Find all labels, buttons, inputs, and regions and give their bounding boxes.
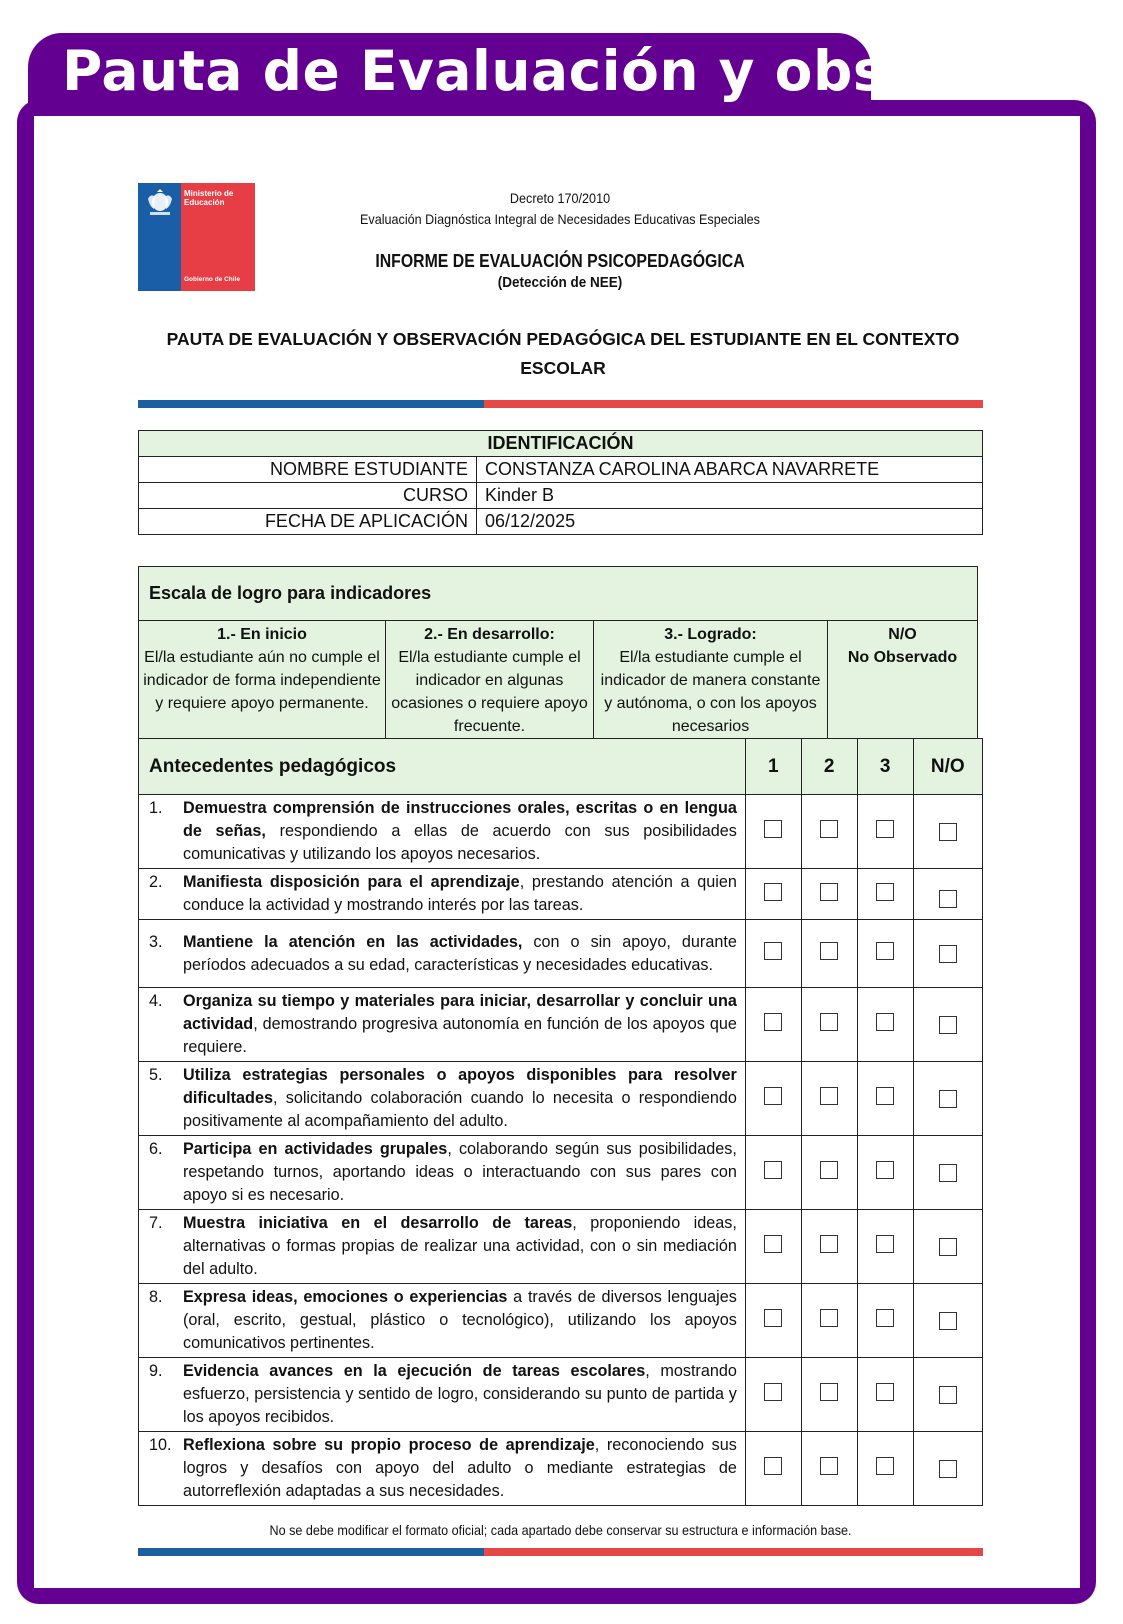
indicator-bold-text: Manifiesta disposición para el aprendizaje [183, 873, 520, 891]
rating-checkbox-2[interactable] [820, 883, 838, 901]
student-name-label: NOMBRE ESTUDIANTE [139, 457, 477, 483]
indicator-row [139, 1358, 983, 1432]
rating-cell-2 [801, 1136, 857, 1210]
indicator-description [183, 1064, 737, 1133]
indicator-number: 5. [149, 1066, 163, 1084]
stripe-blue [138, 400, 484, 408]
indicator-row [139, 1284, 983, 1358]
rating-checkbox-1[interactable] [764, 883, 782, 901]
rating-checkbox-no[interactable] [939, 1312, 957, 1330]
rating-cell-2 [801, 988, 857, 1062]
indicator-row [139, 1210, 983, 1284]
scale-level-3 [594, 621, 828, 741]
report-subtitle: (Detección de NEE) [497, 274, 623, 291]
rating-checkbox-2[interactable] [820, 1235, 838, 1253]
stripe-blue [138, 1548, 484, 1556]
rating-checkbox-1[interactable] [764, 1235, 782, 1253]
rating-cell-1 [745, 1062, 801, 1136]
stripe-red [484, 1548, 983, 1556]
indicator-number: 4. [149, 992, 163, 1010]
indicator-description [183, 1138, 737, 1207]
scale-level-2 [386, 621, 594, 741]
page-title: PAUTA DE EVALUACIÓN Y OBSERVACIÓN PEDAGÓGICA DEL ESTUDIANTE EN EL CONTEXTO ESCOLAR [166, 329, 960, 378]
indicator-description [183, 797, 737, 866]
indicator-text-cell [139, 795, 746, 869]
ministry-logo [138, 183, 255, 291]
rating-cell-2 [801, 1284, 857, 1358]
rating-checkbox-1[interactable] [764, 1383, 782, 1401]
column-header-1: 1 [745, 739, 801, 795]
decree-label: Decreto 170/2010 [509, 190, 611, 206]
indicator-number: 3. [149, 932, 163, 951]
report-title: INFORME DE EVALUACIÓN PSICOPEDAGÓGICA [375, 251, 745, 271]
rating-cell-no [913, 988, 982, 1062]
indicator-row [139, 795, 983, 869]
indicator-number: 8. [149, 1288, 163, 1306]
rating-cell-2 [801, 869, 857, 920]
rating-cell-3 [857, 988, 913, 1062]
indicator-number: 7. [149, 1214, 163, 1232]
rating-checkbox-1[interactable] [764, 942, 782, 960]
scale-level-title: 2.- En desarrollo: [424, 626, 555, 643]
indicator-description [183, 990, 737, 1059]
indicator-content [149, 1434, 737, 1503]
indicators-table [138, 738, 983, 1506]
indicator-bold-text: Utiliza estrategias personales o apoyos disponibles para resolver dificultades [183, 1066, 737, 1107]
indicator-description [183, 871, 737, 917]
indicator-text-cell [139, 1062, 746, 1136]
indicator-number: 2. [149, 873, 163, 891]
rating-checkbox-3[interactable] [876, 1457, 894, 1475]
rating-cell-no [913, 920, 982, 988]
rating-cell-2 [801, 920, 857, 988]
identification-row [139, 457, 983, 483]
rating-checkbox-no[interactable] [939, 1460, 957, 1478]
indicator-rest-text: , colaborando según sus posibilidades, respetando turnos, aportando ideas o interactuando con sus pares con apoyo si es necesario. [183, 1140, 737, 1204]
scale-level-title: 1.- En inicio [217, 626, 307, 643]
indicator-row [139, 920, 983, 988]
application-date-label: FECHA DE APLICACIÓN [139, 509, 477, 535]
indicator-content [149, 1138, 737, 1207]
rating-checkbox-2[interactable] [820, 820, 838, 838]
logo-blue-panel [138, 183, 181, 291]
indicator-rest-text: , mostrando esfuerzo, persistencia y sentido de logro, considerando su punto de partida y los apoyos recibidos. [183, 1362, 737, 1426]
rating-cell-1 [745, 1432, 801, 1506]
rating-cell-3 [857, 1284, 913, 1358]
indicator-number: 10. [149, 1436, 172, 1454]
rating-checkbox-3[interactable] [876, 1309, 894, 1327]
indicator-content [149, 990, 737, 1059]
indicator-content [149, 797, 737, 866]
rating-checkbox-no[interactable] [939, 890, 957, 908]
rating-cell-1 [745, 1358, 801, 1432]
indicator-row [139, 1062, 983, 1136]
rating-cell-no [913, 1136, 982, 1210]
indicators-heading: Antecedentes pedagógicos [139, 739, 746, 795]
indicator-rest-text: respondiendo a ellas de acuerdo con sus posibilidades comunicativas y utilizando los apoyos necesarios. [183, 822, 737, 863]
footnote: No se debe modificar el formato oficial; cada apartado debe conservar su estructura e información base. [269, 1522, 852, 1538]
indicator-text-cell [139, 869, 746, 920]
bottom-divider-stripe [138, 1548, 983, 1556]
identification-heading: IDENTIFICACIÓN [139, 431, 983, 457]
rating-checkbox-no[interactable] [939, 823, 957, 841]
rating-cell-3 [857, 920, 913, 988]
indicator-bold-text: Mantiene la atención en las actividades, [183, 932, 523, 951]
scale-heading: Escala de logro para indicadores [139, 567, 978, 621]
banner-title: Pauta de Evaluación y obs. [62, 39, 908, 103]
column-header-no: N/O [913, 739, 982, 795]
rating-cell-2 [801, 1210, 857, 1284]
rating-checkbox-no[interactable] [939, 1164, 957, 1182]
rating-cell-2 [801, 1432, 857, 1506]
indicator-row [139, 1432, 983, 1506]
rating-cell-3 [857, 1432, 913, 1506]
rating-checkbox-no[interactable] [939, 1386, 957, 1404]
rating-checkbox-3[interactable] [876, 1087, 894, 1105]
rating-checkbox-1[interactable] [764, 1013, 782, 1031]
rating-cell-no [913, 1284, 982, 1358]
indicator-text-cell [139, 920, 746, 988]
rating-cell-1 [745, 1210, 801, 1284]
rating-cell-no [913, 869, 982, 920]
rating-cell-2 [801, 1358, 857, 1432]
scale-level-title: N/O [888, 626, 917, 643]
indicator-bold-text: Muestra iniciativa en el desarrollo de tareas [183, 1214, 573, 1232]
indicator-rest-text: , prestando atención a quien conduce la actividad y mostrando interés por las tareas. [183, 873, 737, 914]
indicator-content [149, 1064, 737, 1133]
rating-checkbox-3[interactable] [876, 1235, 894, 1253]
indicator-content [149, 1212, 737, 1281]
indicator-description [183, 931, 737, 977]
rating-checkbox-3[interactable] [876, 942, 894, 960]
rating-checkbox-3[interactable] [876, 1383, 894, 1401]
top-divider-stripe [138, 400, 983, 408]
student-name-field[interactable]: CONSTANZA CAROLINA ABARCA NAVARRETE [477, 457, 983, 483]
indicator-number: 1. [149, 799, 163, 817]
rating-cell-1 [745, 1284, 801, 1358]
indicator-row [139, 1136, 983, 1210]
scale-level-title: 3.- Logrado: [664, 626, 757, 643]
rating-cell-3 [857, 1062, 913, 1136]
rating-checkbox-2[interactable] [820, 942, 838, 960]
stripe-red [484, 400, 983, 408]
indicator-description [183, 1212, 737, 1281]
rating-checkbox-3[interactable] [876, 1013, 894, 1031]
indicator-bold-text: Participa en actividades grupales [183, 1140, 448, 1158]
rating-cell-3 [857, 1210, 913, 1284]
rating-cell-2 [801, 795, 857, 869]
scale-level-description: El/la estudiante cumple el indicador de manera constante y autónoma, o con los apoyos necesarios [600, 649, 821, 735]
rating-checkbox-no[interactable] [939, 1016, 957, 1034]
indicator-description [183, 1434, 737, 1503]
rating-checkbox-1[interactable] [764, 1457, 782, 1475]
indicator-rest-text: , reconociendo sus logros y desafíos con apoyo del adulto o mediante estrategias de autorreflexión adaptadas a sus necesidades. [183, 1436, 737, 1500]
rating-cell-no [913, 1062, 982, 1136]
rating-checkbox-3[interactable] [876, 1161, 894, 1179]
rating-cell-no [913, 1210, 982, 1284]
rating-checkbox-2[interactable] [820, 1457, 838, 1475]
scale-level-description: El/la estudiante cumple el indicador en algunas ocasiones o requiere apoyo frecuente. [391, 649, 588, 735]
rating-cell-2 [801, 1062, 857, 1136]
rating-cell-1 [745, 795, 801, 869]
scale-level-no [828, 621, 978, 741]
indicator-text-cell [139, 1136, 746, 1210]
rating-checkbox-2[interactable] [820, 1383, 838, 1401]
evaluation-subtitle: Evaluación Diagnóstica Integral de Necesidades Educativas Especiales [360, 211, 760, 227]
indicator-rest-text: , solicitando colaboración cuando lo necesita o respondiendo positivamente al acompañamiento del adulto. [183, 1089, 737, 1130]
rating-cell-1 [745, 1136, 801, 1210]
indicator-rest-text: con o sin apoyo, durante períodos adecuados a su edad, características y necesidades educativas. [183, 932, 737, 974]
indicator-bold-text: Expresa ideas, emociones o experiencias [183, 1288, 508, 1306]
indicator-text-cell [139, 1358, 746, 1432]
rating-checkbox-2[interactable] [820, 1161, 838, 1179]
logo-red-panel [181, 183, 255, 291]
indicator-description [183, 1360, 737, 1429]
identification-row [139, 483, 983, 509]
rating-checkbox-no[interactable] [939, 1238, 957, 1256]
rating-checkbox-3[interactable] [876, 820, 894, 838]
indicator-bold-text: Evidencia avances en la ejecución de tareas escolares [183, 1362, 646, 1380]
rating-cell-no [913, 1432, 982, 1506]
indicator-bold-text: Organiza su tiempo y materiales para iniciar, desarrollar y concluir una actividad [183, 992, 737, 1033]
application-date-field[interactable]: 06/12/2025 [477, 509, 983, 535]
rating-checkbox-no[interactable] [939, 1090, 957, 1108]
indicator-content [149, 1360, 737, 1429]
indicator-number: 9. [149, 1362, 163, 1380]
identification-row [139, 509, 983, 535]
achievement-scale-table [138, 566, 978, 741]
indicator-rest-text: , demostrando progresiva autonomía en función de los apoyos que requiere. [183, 1015, 737, 1056]
rating-cell-no [913, 1358, 982, 1432]
identification-table [138, 430, 983, 535]
indicator-description [183, 1286, 737, 1355]
rating-checkbox-3[interactable] [876, 883, 894, 901]
rating-checkbox-1[interactable] [764, 820, 782, 838]
rating-checkbox-1[interactable] [764, 1161, 782, 1179]
rating-cell-3 [857, 1136, 913, 1210]
rating-checkbox-2[interactable] [820, 1087, 838, 1105]
scale-level-1 [139, 621, 386, 741]
column-header-3: 3 [857, 739, 913, 795]
indicator-text-cell [139, 1210, 746, 1284]
indicator-text-cell [139, 1284, 746, 1358]
rating-checkbox-no[interactable] [939, 945, 957, 963]
logo-ministry-text: Ministerio de Educación [184, 189, 234, 207]
indicator-rest-text: a través de diversos lenguajes (oral, escrito, gestual, plástico o tecnológico), utilizando los apoyos comunicativos pertinentes. [183, 1288, 737, 1352]
indicator-bold-text: Demuestra comprensión de instrucciones orales, escritas o en lengua de señas, [183, 799, 737, 840]
course-label: CURSO [139, 483, 477, 509]
rating-cell-1 [745, 920, 801, 988]
indicator-row [139, 988, 983, 1062]
indicator-rest-text: , proponiendo ideas, alternativas o formas propias de realizar una actividad, con o sin mediación del adulto. [183, 1214, 737, 1278]
indicator-text-cell [139, 988, 746, 1062]
rating-cell-1 [745, 869, 801, 920]
rating-cell-3 [857, 795, 913, 869]
rating-checkbox-1[interactable] [764, 1309, 782, 1327]
rating-cell-1 [745, 988, 801, 1062]
coat-of-arms-icon [145, 189, 175, 217]
indicator-content [149, 871, 737, 917]
scale-level-description: No Observado [847, 649, 958, 666]
indicator-text-cell [139, 1432, 746, 1506]
scale-level-description: El/la estudiante aún no cumple el indicador de forma independiente y requiere apoyo permanente. [143, 649, 381, 712]
logo-government-text: Gobierno de Chile [184, 276, 240, 283]
indicator-content [149, 931, 737, 977]
course-field[interactable]: Kinder B [477, 483, 983, 509]
rating-checkbox-2[interactable] [820, 1309, 838, 1327]
rating-cell-3 [857, 1358, 913, 1432]
indicator-number: 6. [149, 1140, 163, 1158]
rating-checkbox-2[interactable] [820, 1013, 838, 1031]
indicator-row [139, 869, 983, 920]
indicator-content [149, 1286, 737, 1355]
indicator-bold-text: Reflexiona sobre su propio proceso de aprendizaje [183, 1436, 595, 1454]
column-header-2: 2 [801, 739, 857, 795]
rating-checkbox-1[interactable] [764, 1087, 782, 1105]
rating-cell-no [913, 795, 982, 869]
rating-cell-3 [857, 869, 913, 920]
